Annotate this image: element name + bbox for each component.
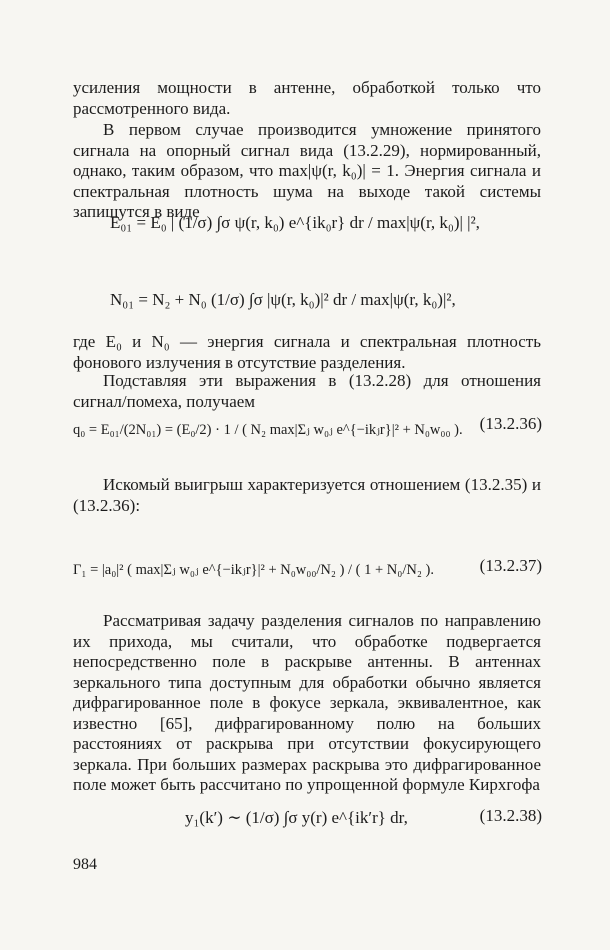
equation-number-13-2-38: (13.2.38) [479, 806, 542, 825]
equation-n01: N₀₁ = N₂ + N₀ (1/σ) ∫σ |ψ(r, k₀)|² dr / max|ψ(r, k₀)|², [110, 290, 456, 309]
paragraph-continuation: усиления мощности в антенне, обработкой только что рассмотренного вида. [73, 78, 541, 118]
equation-gamma1: Γ₁ = |a₀|² ( max|Σⱼ w₀ⱼ e^{−ikⱼr}|² + N₀w₀₀/N₂ ) / ( 1 + N₀/N₂ ). [73, 562, 434, 578]
equation-q0: q₀ = E₀₁/(2N₀₁) = (E₀/2) · 1 / ( N₂ max|Σⱼ w₀ⱼ e^{−ikⱼr}|² + N₀w₀₀ ). [73, 422, 463, 438]
paragraph-substituting: Подставляя эти выражения в (13.2.28) для отношения сигнал/помеха, получаем [73, 371, 541, 411]
paragraph-where: где E₀ и N₀ — энергия сигнала и спектральная плотность фонового излучения в отсутствие разделения. [73, 332, 541, 372]
page-number: 984 [73, 856, 97, 873]
paragraph-gain: Искомый выигрыш характеризуется отношением (13.2.35) и (13.2.36): [73, 475, 541, 515]
equation-number-13-2-37: (13.2.37) [479, 556, 542, 575]
equation-e01: E₀₁ = E₀ | (1/σ) ∫σ ψ(r, k₀) e^{ik₀r} dr / max|ψ(r, k₀)| |², [110, 213, 480, 232]
equation-number-13-2-36: (13.2.36) [479, 414, 542, 433]
paragraph-mirror-antennas: Рассматривая задачу разделения сигналов по направлению их прихода, мы считали, что обработке подвергается непосредственно поле в раскрыве антенны. В антеннах зеркального типа доступным для обработки обычно является дифрагированное поле в фокусе зеркала, эквивалентное, как известно [65], дифрагированному полю на больших расстояниях от раскрыва при отсутствии фокусирующего зеркала. При больших размерах раскрыва это дифрагированное поле может быть рассчитано по упрощенной формуле Кирхгофа [73, 611, 541, 794]
paragraph-first-case: В первом случае производится умножение принятого сигнала на опорный сигнал вида (13.2.29), нормированный, однако, таким образом, что max|ψ(r, k₀)| = 1. Энергия сигнала и спектральная плотность шума на выходе такой системы запишутся в виде [73, 120, 541, 221]
equation-y1: y₁(k′) ∼ (1/σ) ∫σ y(r) e^{ik′r} dr, [185, 808, 408, 827]
